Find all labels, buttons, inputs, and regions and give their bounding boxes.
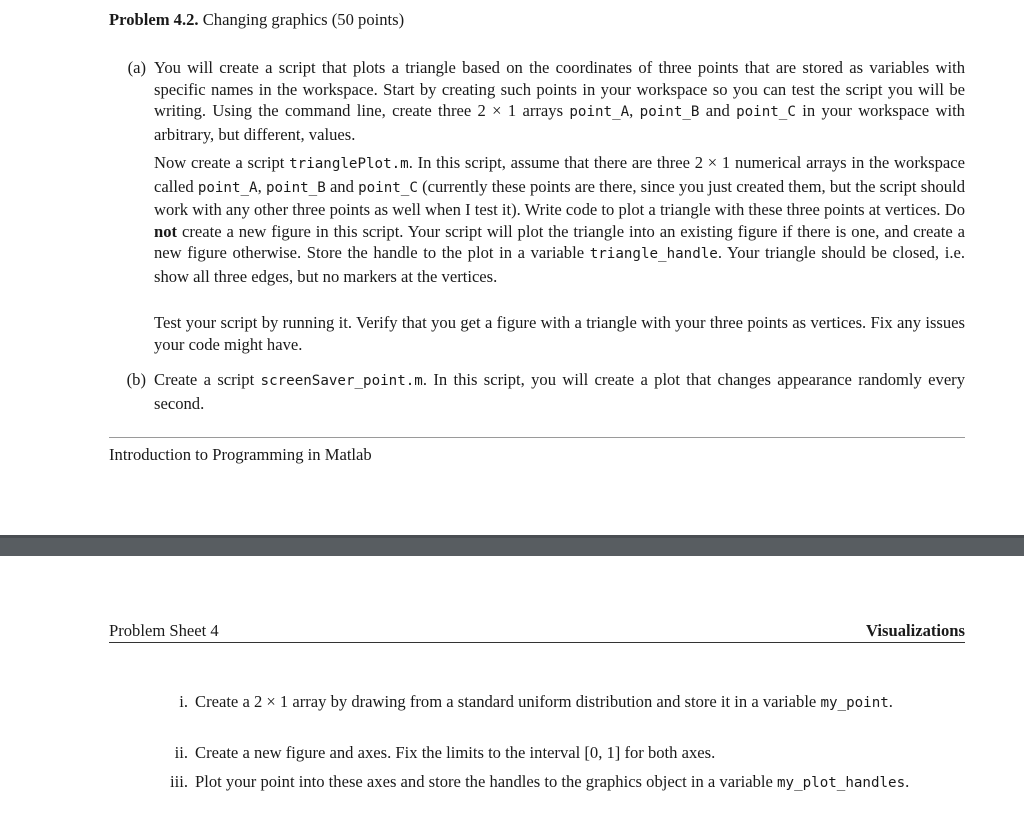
inline-code: trianglePlot.m: [289, 156, 409, 172]
page-gap: [0, 535, 1024, 556]
running-header-right: Visualizations: [866, 621, 965, 640]
text-run: You will create a script that plots a triangle based on the coordinates of three points that are stored as variables with specific names in the workspace. Start by creating such points in your workspace so you can test the script you will be writing. Using the command line, create three 2 × 1 arrays: [154, 58, 965, 121]
inline-code: my_plot_handles: [777, 775, 906, 791]
text-run: .: [888, 692, 893, 711]
text-run: Create a new figure and axes. Fix the limits to the interval [0, 1] for both axes.: [195, 743, 716, 762]
header-rule: [109, 642, 965, 643]
problem-title: Changing graphics (50 points): [202, 10, 405, 29]
subitem-iii-text: [195, 771, 965, 795]
text-run: and: [699, 101, 737, 121]
inline-code: point_B: [265, 179, 326, 196]
running-header-left: Problem Sheet 4: [109, 621, 219, 640]
part-a-paragraph-2: [154, 152, 965, 288]
emphasis-text: not: [154, 221, 178, 241]
inline-code: triangle_handle: [589, 246, 718, 263]
inline-code: point_A: [197, 179, 258, 196]
problem-heading: [109, 9, 404, 31]
inline-code: my_point: [820, 695, 889, 711]
part-b-paragraph-1: [154, 369, 965, 414]
text-run: . In this script, you will create a plot that changes appearance randomly every second.: [154, 370, 966, 413]
text-run: in your workspace with arbitrary, but different, values.: [154, 101, 965, 144]
subitem-ii-text: [195, 742, 965, 764]
text-run: . Your triangle should be closed, i.e. show all three edges, but no markers at the vertices.: [154, 243, 965, 286]
inline-code: point_B: [639, 104, 700, 121]
subitem-i-marker: i.: [179, 692, 188, 711]
footer-rule: [109, 437, 965, 438]
problem-label: Problem 4.2.: [109, 10, 199, 29]
text-run: ,: [629, 101, 640, 121]
text-run: Now create a script: [154, 153, 290, 172]
text-run: and: [325, 176, 359, 196]
subitem-ii-marker: ii.: [174, 743, 188, 762]
text-run: . In this script, assume that there are three 2 × 1 numerical arrays in the workspace called: [154, 153, 965, 196]
text-run: .: [905, 772, 910, 791]
page-bottom: [0, 556, 1024, 813]
inline-code: point_C: [358, 179, 418, 196]
inline-code: point_C: [736, 104, 796, 121]
text-run: create a new figure in this script. Your script will plot the triangle into an existing figure if there is one, and create a new figure otherwise. Store the handle to the plot in a variable: [154, 221, 965, 263]
text-run: Create a 2 × 1 array by drawing from a standard uniform distribution and store it in a variable: [195, 692, 821, 711]
inline-code: point_A: [569, 104, 630, 121]
page-footer: Introduction to Programming in Matlab: [109, 445, 372, 464]
subitem-iii-marker: iii.: [170, 772, 188, 791]
text-run: Plot your point into these axes and store the handles to the graphics object in a variable: [195, 772, 778, 791]
text-run: Test your script by running it. Verify that you get a figure with a triangle with your three points as vertices. Fix any issues your code might have.: [154, 313, 965, 354]
subitem-i-text: [195, 691, 965, 715]
text-run: (currently these points are there, since you just created them, but the script should work with any other three points as well when I test it). Write code to plot a triangle with these three points at vertices. Do: [154, 176, 965, 220]
text-run: Create a script: [154, 370, 261, 389]
inline-code: screenSaver_point.m: [260, 373, 423, 389]
part-a-paragraph-1: [154, 57, 965, 145]
part-a-paragraph-3: [154, 312, 965, 355]
part-b-marker: (b): [126, 370, 146, 389]
text-run: ,: [257, 176, 266, 196]
part-a-marker: (a): [127, 58, 146, 77]
